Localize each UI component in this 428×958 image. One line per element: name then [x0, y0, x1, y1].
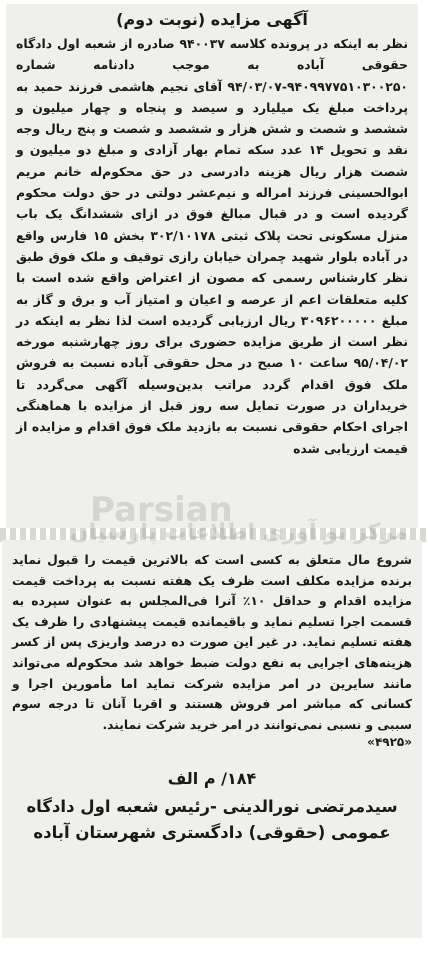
watermark-persian: مرکز نو آوری اطلاعات پارسیان — [70, 520, 408, 545]
notice-paragraph-2: شروع مال متعلق به کسی است که بالاترین قیمت را قبول نماید برنده مزایده مکلف است ظرف یک هفته نسبت به پرداخت قیمت مزایده اقدام و حداقل ۱۰٪ آنرا فی‌المجلس به عنوان سپرده به قسمت اجرا تسلیم نماید و باقیمانده قیمت پیشنهادی را ظرف یک هفته تسلیم نماید. در غیر این صورت ده درصد واریزی پس از کسر هزینه‌های اجرایی به نفع دولت ضبط خواهد شد محکوم‌له می‌تواند مانند سایرین در امر مزایده شرکت نماید اما مأمورین اجرا و کسانی که مباشر امر فروش هستند و اقربا آنان تا درجه سوم سببی و نسبی نمی‌توانند در امر خرید شرکت نمایند. — [12, 553, 412, 732]
watermark-latin: Parsian — [90, 490, 233, 530]
notice-lower-piece — [2, 540, 422, 938]
signature-block — [12, 794, 412, 846]
signature-line-2: عمومی (حقوقی) دادگستری شهرستان آباده — [33, 823, 391, 843]
notice-title: آگهی مزایده (نوبت دوم) — [116, 10, 308, 29]
notice-upper-piece — [6, 4, 418, 530]
notice-paragraph-1: نظر به اینکه در پرونده کلاسه ۹۴۰۰۳۷ صادره از شعبه اول دادگاه حقوقی آباده به موجب دادنامه شماره ۹۴۰۹۹۷۷۵۱۰۳۰۰۲۵۰-۹۴/۰۳/۰۷ آقای نجیم هاشمی فرزند حمید به پرداخت مبلغ یک میلیارد و سیصد و پنجاه و چهار میلیون و ششصد و شصت و شش هزار و ششصد و شصت و پنج ریال وجه نقد و تحویل ۱۴ عدد سکه تمام بهار آزادی و مبلغ دو میلیون و شصت هزار ریال هزینه دادرسی در حق محکوم‌له خانم مریم ابوالحسینی فرزند امراله و نیم‌عشر دولتی در حق دولت محکوم گردیده است و در قبال مبالغ فوق در ازای ششدانگ یک باب منزل مسکونی تحت پلاک ثبتی ۳۰۲/۱۰۱۷۸ بخش ۱۵ فارس واقع در آباده بلوار شهید چمران خیابان رازی توقیف و ملک فوق طبق نظر کارشناس رسمی که مصون از اعتراض واقع شده است با کلیه متعلقات اعم از عرصه و اعیان و امتیاز آب و برق و گاز به مبلغ ۳۰۹۶۲۰۰۰۰۰ ریال ارزیابی گردیده است لذا نظر به اینکه در نظر است از طریق مزایده حضوری برای روز چهارشنبه مورخه ۹۵/۰۴/۰۲ ساعت ۱۰ صبح در محل حقوقی آباده نسبت به فروش ملک فوق اقدام گردد مراتب بدین‌وسیله آگهی می‌گردد تا خریداران در صورت تمایل سه روز قبل از مزایده با هماهنگی اجرای احکام حقوقی نسبت به بازدید ملک فوق اقدام و مزایده از قیمت ارزیابی شده — [16, 36, 408, 456]
signature-line-1: سیدمرتضی نورالدینی -رئیس شعبه اول دادگاه — [26, 797, 398, 817]
notice-number: ۱۸۴/ م الف — [167, 769, 257, 789]
reference-code: «۴۹۲۵» — [367, 735, 412, 750]
